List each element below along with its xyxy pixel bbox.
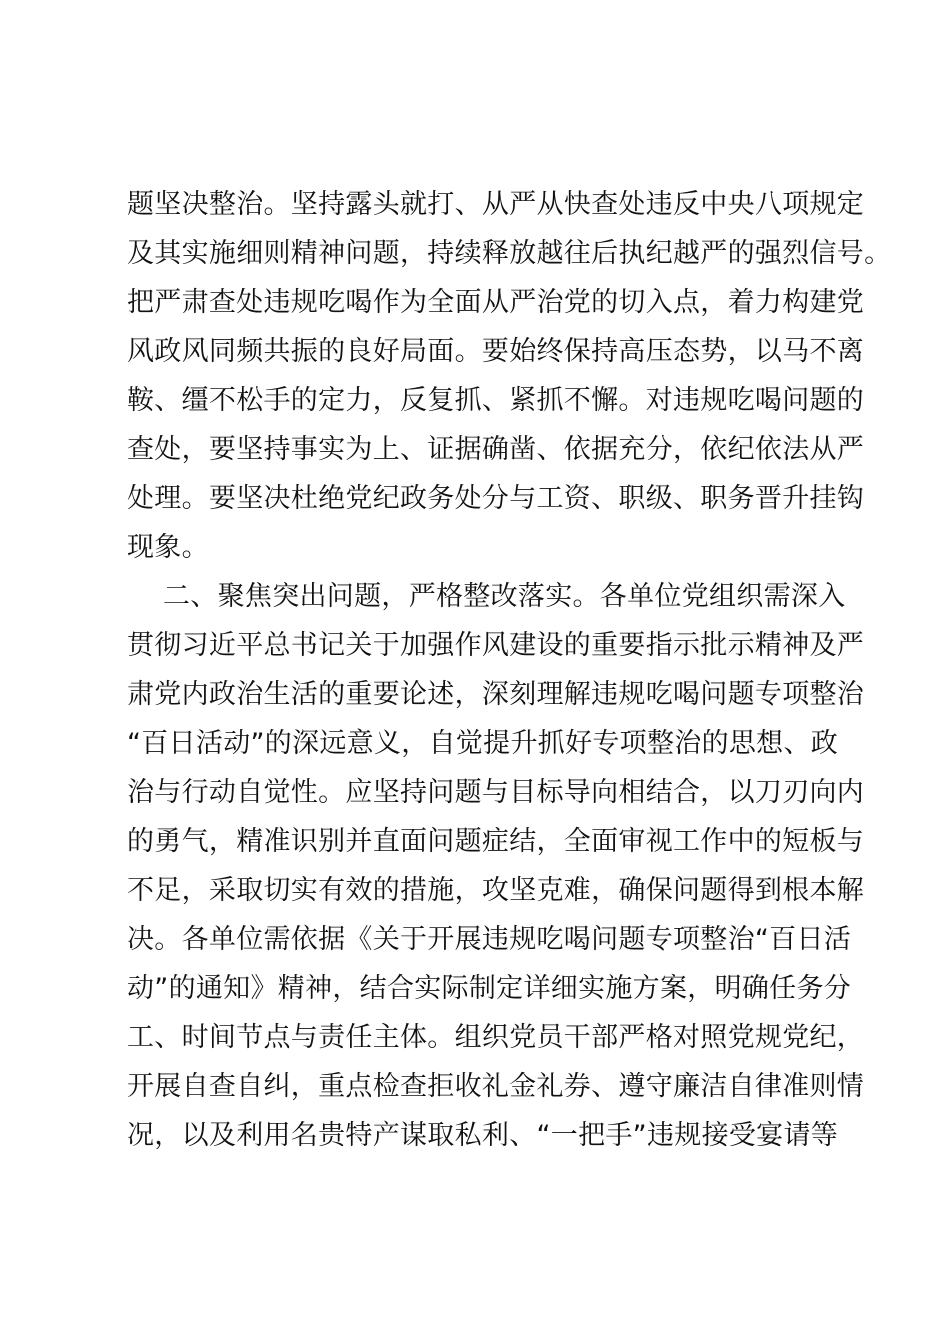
text-line: 贯彻习近平总书记关于加强作风建设的重要指示批示精神及严 xyxy=(127,630,865,661)
text-line: 的勇气，精准识别并直面问题症结，全面审视工作中的短板与 xyxy=(127,826,865,857)
text-line: 动”的通知》精神，结合实际制定详细实施方案，明确任务分 xyxy=(127,973,852,1004)
text-line: 肃党内政治生活的重要论述，深刻理解违规吃喝问题专项整治 xyxy=(127,679,865,710)
text-line: 查处，要坚持事实为上、证据确凿、依据充分，依纪依法从严 xyxy=(127,434,865,465)
document-body xyxy=(127,180,892,1160)
text-line: 风政风同频共振的良好局面。要始终保持高压态势，以马不离 xyxy=(127,336,865,367)
text-line: 不足，采取切实有效的措施，攻坚克难，确保问题得到根本解 xyxy=(127,875,865,906)
text-line: 处理。要坚决杜绝党纪政务处分与工资、职级、职务晋升挂钩 xyxy=(127,483,865,514)
text-line: 况，以及利用名贵特产谋取私利、“一把手”违规接受宴请等 xyxy=(127,1120,839,1151)
text-line: 鞍、缰不松手的定力，反复抓、紧抓不懈。对违规吃喝问题的 xyxy=(127,385,865,416)
text-line: 题坚决整治。坚持露头就打、从严从快查处违反中央八项规定 xyxy=(127,189,865,220)
paragraph-2 xyxy=(127,572,865,1160)
text-line: 决。各单位需依据《关于开展违规吃喝问题专项整治“百日活 xyxy=(127,924,852,955)
text-line: “百日活动”的深远意义，自觉提升抓好专项整治的思想、政 xyxy=(127,728,839,759)
text-line: 开展自查自纠，重点检查拒收礼金礼券、遵守廉洁自律准则情 xyxy=(127,1071,865,1102)
paragraph-1 xyxy=(127,180,892,572)
text-line: 现象。 xyxy=(127,532,209,563)
text-line: 及其实施细则精神问题，持续释放越往后执纪越严的强烈信号。 xyxy=(127,238,892,269)
text-line: 把严肃查处违规吃喝作为全面从严治党的切入点，着力构建党 xyxy=(127,287,865,318)
text-line: 二、聚焦突出问题，严格整改落实。各单位党组织需深入 xyxy=(163,581,846,612)
text-line: 工、时间节点与责任主体。组织党员干部严格对照党规党纪， xyxy=(127,1022,865,1053)
text-line: 治与行动自觉性。应坚持问题与目标导向相结合，以刀刃向内 xyxy=(127,777,865,808)
